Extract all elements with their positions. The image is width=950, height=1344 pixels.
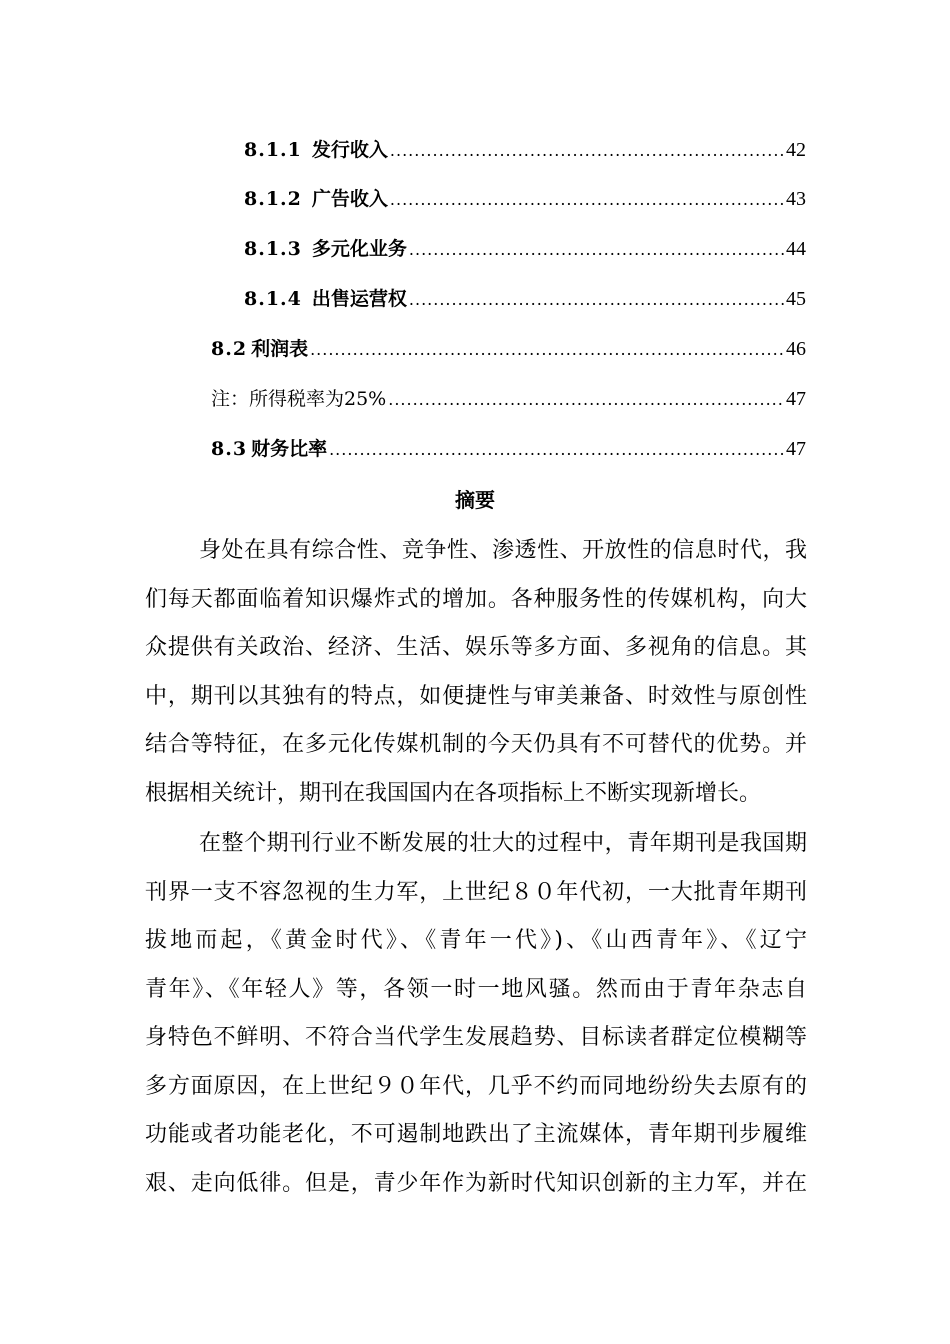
toc-leader bbox=[310, 332, 784, 368]
paragraph-line: 功能或者功能老化，不可遏制地跌出了主流媒体，青年期刊步履维 bbox=[145, 1122, 807, 1147]
toc-page-number: 42 bbox=[786, 139, 806, 161]
paragraph-line: 们每天都面临着知识爆炸式的增加。各种服务性的传媒机构，向大 bbox=[145, 586, 807, 612]
paragraph-line: 众提供有关政治、经济、生活、娱乐等多方面、多视角的信息。其 bbox=[145, 635, 807, 660]
toc-page-number: 44 bbox=[786, 238, 806, 260]
toc-page-number: 43 bbox=[786, 188, 806, 210]
toc-entry-8-2[interactable] bbox=[211, 331, 806, 367]
toc-title: 注：所得税率为25% bbox=[211, 388, 387, 410]
toc-number: 8.2 bbox=[211, 338, 248, 360]
paragraph-line: 身特色不鲜明、不符合当代学生发展趋势、目标读者群定位模糊等 bbox=[145, 1025, 807, 1050]
toc-leader bbox=[388, 382, 784, 418]
toc-entry-8-3[interactable] bbox=[211, 431, 806, 467]
toc-title: 出售运营权 bbox=[311, 288, 407, 310]
toc-entry-8-1-4[interactable] bbox=[244, 281, 806, 317]
paragraph-line: 结合等特征，在多元化传媒机制的今天仍具有不可替代的优势。并 bbox=[145, 732, 807, 757]
toc-page-number: 46 bbox=[786, 338, 806, 360]
paragraph-line: 拔地而起，《黄金时代》、《青年一代》)、《山西青年》、《辽宁 bbox=[145, 928, 807, 953]
toc-title: 多元化业务 bbox=[311, 238, 407, 260]
toc-number: 8.1.3 bbox=[244, 238, 302, 260]
toc-number: 8.1.1 bbox=[244, 139, 302, 161]
toc-entry-8-1-1[interactable] bbox=[244, 132, 806, 168]
paragraph-line: 中，期刊以其独有的特点，如便捷性与审美兼备、时效性与原创性 bbox=[145, 683, 807, 709]
paragraph-line: 身处在具有综合性、竞争性、渗透性、开放性的信息时代，我 bbox=[199, 538, 807, 563]
abstract-paragraph-2 bbox=[145, 820, 807, 1208]
paragraph-line: 青年》、《年轻人》等，各领一时一地风骚。然而由于青年杂志自 bbox=[145, 976, 807, 1002]
paragraph-line: 多方面原因，在上世纪９０年代，几乎不约而同地纷纷失去原有的 bbox=[145, 1073, 807, 1099]
paragraph-line: 刊界一支不容忽视的生力军，上世纪８０年代初，一大批青年期刊 bbox=[145, 879, 807, 905]
toc-number: 8.3 bbox=[211, 438, 248, 460]
abstract-paragraph-1 bbox=[145, 527, 807, 818]
paragraph-line: 根据相关统计，期刊在我国国内在各项指标上不断实现新增长。 bbox=[145, 780, 762, 806]
toc-leader bbox=[409, 232, 784, 268]
toc-leader bbox=[390, 182, 784, 218]
toc-title: 发行收入 bbox=[311, 139, 388, 161]
toc-page-number: 47 bbox=[786, 438, 806, 460]
toc-entry-note[interactable] bbox=[211, 381, 806, 417]
toc-leader bbox=[390, 133, 784, 169]
paragraph-line: 艰、走向低徘。但是，青少年作为新时代知识创新的主力军，并在 bbox=[145, 1170, 807, 1196]
toc-leader bbox=[329, 432, 784, 468]
toc-title: 广告收入 bbox=[311, 188, 388, 210]
toc-entry-8-1-3[interactable] bbox=[244, 231, 806, 267]
toc-page-number: 45 bbox=[786, 288, 806, 310]
toc-title: 财务比率 bbox=[251, 438, 328, 460]
toc-title: 利润表 bbox=[251, 338, 309, 360]
toc-page-number: 47 bbox=[786, 388, 806, 410]
toc-number: 8.1.2 bbox=[244, 188, 302, 210]
paragraph-line: 在整个期刊行业不断发展的壮大的过程中，青年期刊是我国期 bbox=[199, 831, 807, 856]
toc-leader bbox=[409, 282, 784, 318]
toc-number: 8.1.4 bbox=[244, 288, 302, 310]
toc-entry-8-1-2[interactable] bbox=[244, 181, 806, 217]
abstract-heading: 摘要 bbox=[455, 488, 495, 512]
